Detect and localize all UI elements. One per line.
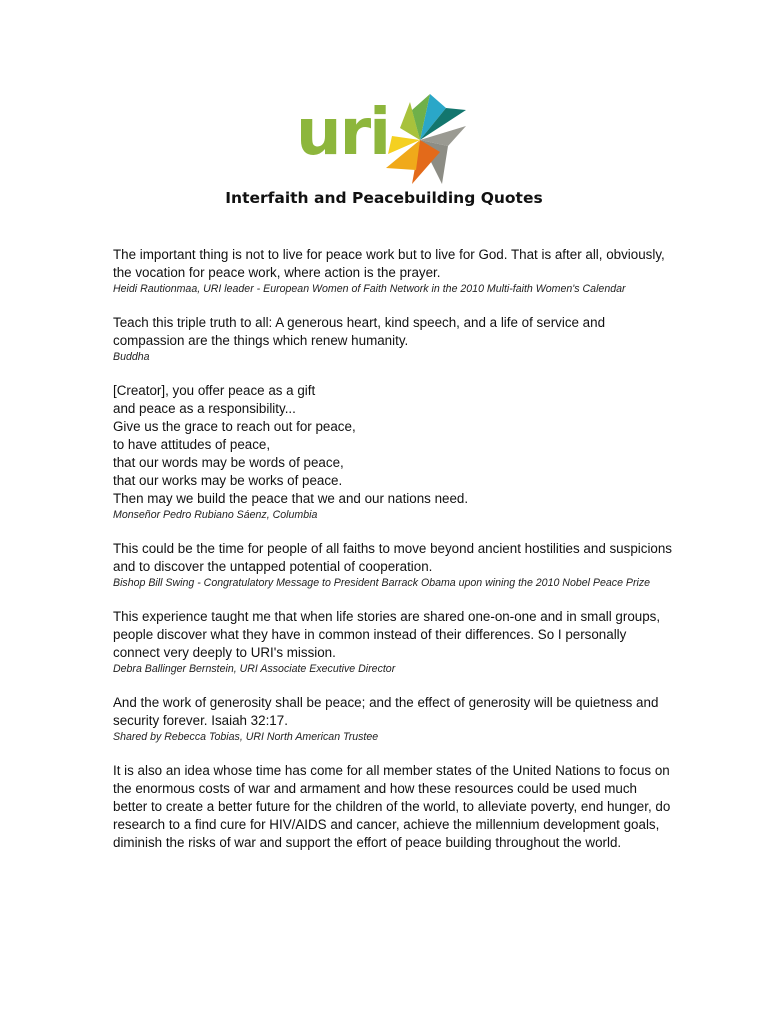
quote-item: [113, 314, 673, 365]
quote-text: This experience taught me that when life stories are shared one-on-one and in small groups, people discover what they have in common instead of their differences. So I personally connect very deeply to URI's mission.: [113, 609, 661, 660]
quote-text: The important thing is not to live for peace work but to live for God. That is after all, obviously, the vocation for peace work, where action is the prayer.: [113, 247, 665, 280]
quotes-list: [113, 246, 673, 869]
quote-attribution: Monseñor Pedro Rubiano Sáenz, Columbia: [113, 509, 318, 521]
quote-attribution: Shared by Rebecca Tobias, URI North American Trustee: [113, 731, 379, 743]
page-title: Interfaith and Peacebuilding Quotes: [225, 189, 543, 207]
quote-text: It is also an idea whose time has come for all member states of the United Nations to focus on the enormous costs of war and armament and how these resources could be used much better to create a better future for the children of the world, to alleviate poverty, end hunger, do research to a find cure for HIV/AIDS and cancer, achieve the millennium development goals, diminish the risks of war and support the effort of peace building throughout the world.: [113, 763, 671, 850]
quote-attribution: Bishop Bill Swing - Congratulatory Message to President Barrack Obama upon wining the 2010 Nobel Peace Prize: [113, 577, 651, 589]
quote-item: [113, 694, 673, 745]
quote-attribution: Debra Ballinger Bernstein, URI Associate Executive Director: [113, 663, 396, 675]
quote-item: [113, 762, 673, 852]
quote-text: Teach this triple truth to all: A generous heart, kind speech, and a life of service and compassion are the things which renew humanity.: [113, 315, 606, 348]
quote-item: [113, 608, 673, 677]
quote-attribution: Heidi Rautionmaa, URI leader - European Women of Faith Network in the 2010 Multi-faith Women's Calendar: [113, 283, 626, 295]
quote-text: [Creator], you offer peace as a gift and peace as a responsibility... Give us the grace to reach out for peace, to have attitudes of peace, that our words may be words of peace, that our works may be works of peace. Then may we build the peace that we and our nations need.: [113, 383, 469, 506]
logo-wordmark: uri: [296, 96, 390, 170]
quote-item: [113, 540, 673, 591]
quote-text: And the work of generosity shall be peace; and the effect of generosity will be quietness and security forever. Isaiah 32:17.: [113, 695, 659, 728]
pinwheel-logo-icon: [372, 92, 472, 188]
quote-item: [113, 382, 673, 523]
uri-logo: [296, 92, 472, 188]
quote-attribution: Buddha: [113, 351, 150, 363]
quote-text: This could be the time for people of all faiths to move beyond ancient hostilities and suspicions and to discover the untapped potential of cooperation.: [113, 541, 673, 574]
quote-item: [113, 246, 673, 297]
